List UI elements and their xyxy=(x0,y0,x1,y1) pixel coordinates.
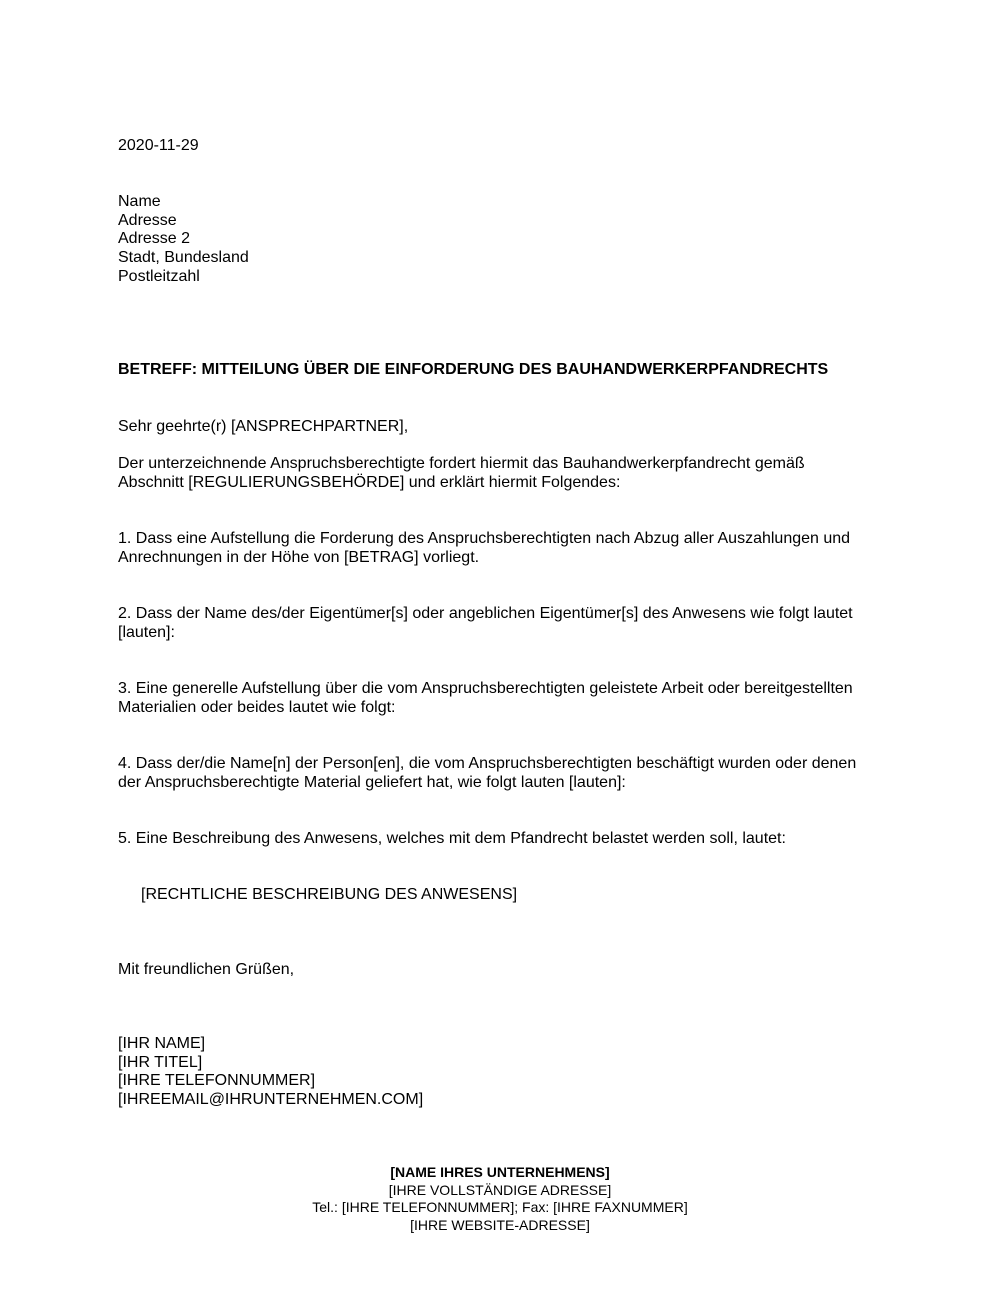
list-item-5-line-1: 5. Eine Beschreibung des Anwesens, welches mit dem Pfandrecht belastet werden soll, lautet: xyxy=(118,830,786,847)
intro-line-1: Der unterzeichnende Anspruchsberechtigte fordert hiermit das Bauhandwerkerpfandrecht gemäß xyxy=(118,455,805,472)
subject-line xyxy=(118,361,828,380)
list-item-5 xyxy=(118,830,786,849)
list-item-1-line-2: Anrechnungen in der Höhe von [BETRAG] vorliegt. xyxy=(118,548,480,566)
letterhead-footer xyxy=(0,1164,1000,1234)
date-text: 2020-11-29 xyxy=(118,137,199,154)
salutation xyxy=(118,418,408,437)
recipient-name: Name xyxy=(118,193,161,210)
footer-address: [IHRE VOLLSTÄNDIGE ADRESSE] xyxy=(388,1181,612,1198)
recipient-address-line-2: Adresse 2 xyxy=(118,230,191,248)
closing-text: Mit freundlichen Grüßen, xyxy=(118,961,295,978)
closing xyxy=(118,961,294,980)
intro-line-2: Abschnitt [REGULIERUNGSBEHÖRDE] und erklärt hiermit Folgendes: xyxy=(118,473,621,491)
signature-block xyxy=(118,1035,423,1110)
list-item-2-line-1: 2. Dass der Name des/der Eigentümer[s] oder angeblichen Eigentümer[s] des Anwesens wie folgt lautet xyxy=(118,605,853,622)
recipient-postal-code: Postleitzahl xyxy=(118,267,200,285)
list-item-2-line-2: [lauten]: xyxy=(118,623,175,641)
list-item-4-line-1: 4. Dass der/die Name[n] der Person[en], die vom Anspruchsberechtigten beschäftigt wurden oder denen xyxy=(118,755,857,772)
list-item-1 xyxy=(118,530,850,567)
footer-contact: Tel.: [IHRE TELEFONNUMMER]; Fax: [IHRE FAXNUMMER] xyxy=(312,1199,688,1215)
recipient-address-line-1: Adresse xyxy=(118,211,177,229)
legal-description xyxy=(141,886,517,905)
signature-email: [IHREEMAIL@IHRUNTERNEHMEN.COM] xyxy=(118,1091,424,1109)
legal-description-text: [RECHTLICHE BESCHREIBUNG DES ANWESENS] xyxy=(141,886,518,903)
letter-date xyxy=(118,137,199,156)
list-item-4-line-2: der Anspruchsberechtigte Material geliefert hat, wie folgt lauten [lauten]: xyxy=(118,773,626,791)
signature-phone: [IHRE TELEFONNUMMER] xyxy=(118,1072,316,1090)
intro-paragraph xyxy=(118,455,805,492)
footer-company-name: [NAME IHRES UNTERNEHMENS] xyxy=(390,1164,610,1180)
footer-website: [IHRE WEBSITE-ADRESSE] xyxy=(410,1216,590,1233)
list-item-2 xyxy=(118,605,853,642)
subject-text: BETREFF: MITTEILUNG ÜBER DIE EINFORDERUNG DES BAUHANDWERKERPFANDRECHTS xyxy=(118,361,829,378)
list-item-4 xyxy=(118,755,856,792)
recipient-address xyxy=(118,193,249,287)
list-item-3-line-2: Materialien oder beides lautet wie folgt: xyxy=(118,698,396,716)
signature-title: [IHR TITEL] xyxy=(118,1053,203,1071)
salutation-text: Sehr geehrte(r) [ANSPRECHPARTNER], xyxy=(118,418,409,435)
list-item-1-line-1: 1. Dass eine Aufstellung die Forderung des Anspruchsberechtigten nach Abzug aller Auszahlungen und xyxy=(118,530,851,547)
list-item-3-line-1: 3. Eine generelle Aufstellung über die vom Anspruchsberechtigten geleistete Arbeit oder bereitgestellten xyxy=(118,680,853,697)
list-item-3 xyxy=(118,680,853,717)
recipient-city-state: Stadt, Bundesland xyxy=(118,249,249,267)
signature-name: [IHR NAME] xyxy=(118,1035,206,1052)
